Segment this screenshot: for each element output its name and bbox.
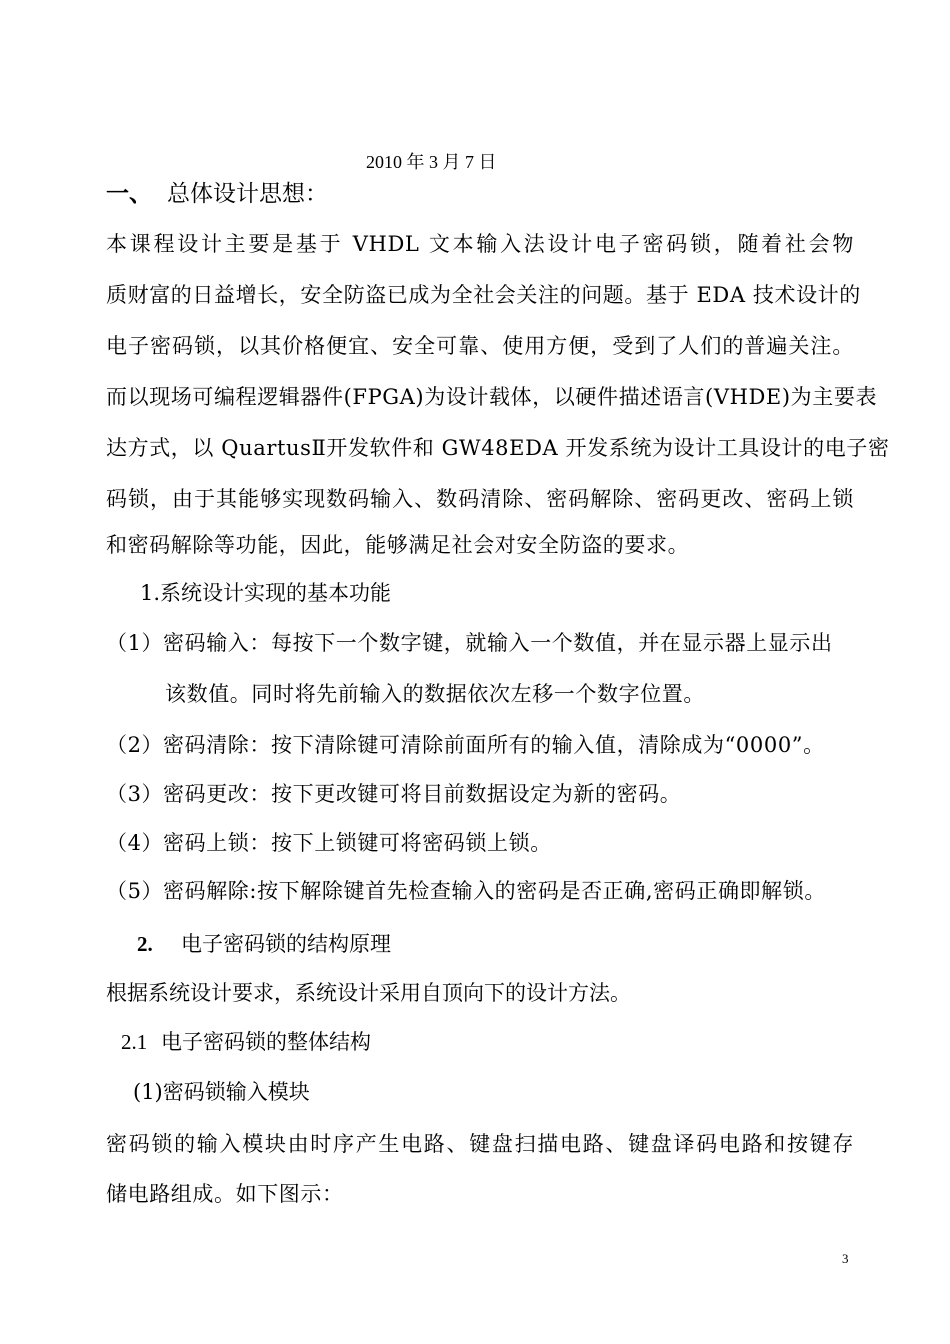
heading-text: 总体设计思想： — [167, 181, 328, 207]
function-item — [106, 629, 854, 657]
subsection-title: 1.系统设计实现的基本功能 — [140, 581, 392, 605]
section-title: 电子密码锁的整体结构 — [161, 1030, 371, 1054]
section-heading-2-1 — [121, 1028, 371, 1056]
function-text: 密码解除:按下解除键首先检查输入的密码是否正确,密码正确即解锁。 — [163, 879, 826, 903]
page-number: 3 — [842, 1251, 849, 1266]
intro-line: 码锁，由于其能够实现数码输入、数码清除、密码解除、密码更改、密码上锁 — [106, 487, 854, 511]
function-label: （5） — [106, 879, 164, 903]
function-text: 密码更改：按下更改键可将目前数据设定为新的密码。 — [163, 782, 682, 806]
date-line: 2010 年 3 月 7 日 — [366, 152, 497, 172]
module-text-line: 密码锁的输入模块由时序产生电路、键盘扫描电路、键盘译码电路和按键存 — [106, 1132, 854, 1156]
section-number: 2. — [137, 932, 153, 956]
function-label: （3） — [106, 782, 164, 806]
intro-line: 本课程设计主要是基于 VHDL 文本输入法设计电子密码锁，随着社会物 — [106, 232, 854, 256]
intro-line: 而以现场可编程逻辑器件(FPGA)为设计载体，以硬件描述语言(VHDE)为主要表 — [106, 385, 878, 409]
function-continuation: 该数值。同时将先前输入的数据依次左移一个数字位置。 — [165, 682, 705, 706]
intro-line: 和密码解除等功能，因此，能够满足社会对安全防盗的要求。 — [106, 533, 690, 557]
intro-line: 电子密码锁，以其价格便宜、安全可靠、使用方便，受到了人们的普遍关注。 — [106, 334, 854, 358]
section2-text: 根据系统设计要求，系统设计采用自顶向下的设计方法。 — [106, 981, 631, 1005]
function-text: 密码输入：每按下一个数字键，就输入一个数值，并在显示器上显示出 — [163, 631, 833, 655]
function-label: （2） — [106, 733, 164, 757]
function-item — [106, 829, 854, 857]
intro-line: 质财富的日益增长，安全防盗已成为全社会关注的问题。基于 EDA 技术设计的 — [106, 283, 861, 307]
function-item — [106, 877, 854, 905]
section-number: 2.1 — [121, 1030, 148, 1054]
module-title: (1)密码锁输入模块 — [133, 1080, 310, 1104]
function-text: 密码清除：按下清除键可清除前面所有的输入值，清除成为“0000”。 — [163, 733, 825, 757]
intro-line: 达方式，以 QuartusⅡ开发软件和 GW48EDA 开发系统为设计工具设计的电子密 — [106, 436, 890, 460]
section-heading-1 — [106, 180, 328, 208]
function-text: 密码上锁：按下上锁键可将密码锁上锁。 — [163, 831, 552, 855]
section-title: 电子密码锁的结构原理 — [181, 932, 391, 956]
module-text-line: 储电路组成。如下图示： — [106, 1182, 344, 1206]
function-label: （1） — [106, 631, 164, 655]
function-label: （4） — [106, 831, 164, 855]
function-item — [106, 780, 854, 808]
function-item — [106, 731, 854, 759]
heading-number: 一、 — [106, 180, 152, 207]
section-heading-2 — [137, 930, 391, 958]
